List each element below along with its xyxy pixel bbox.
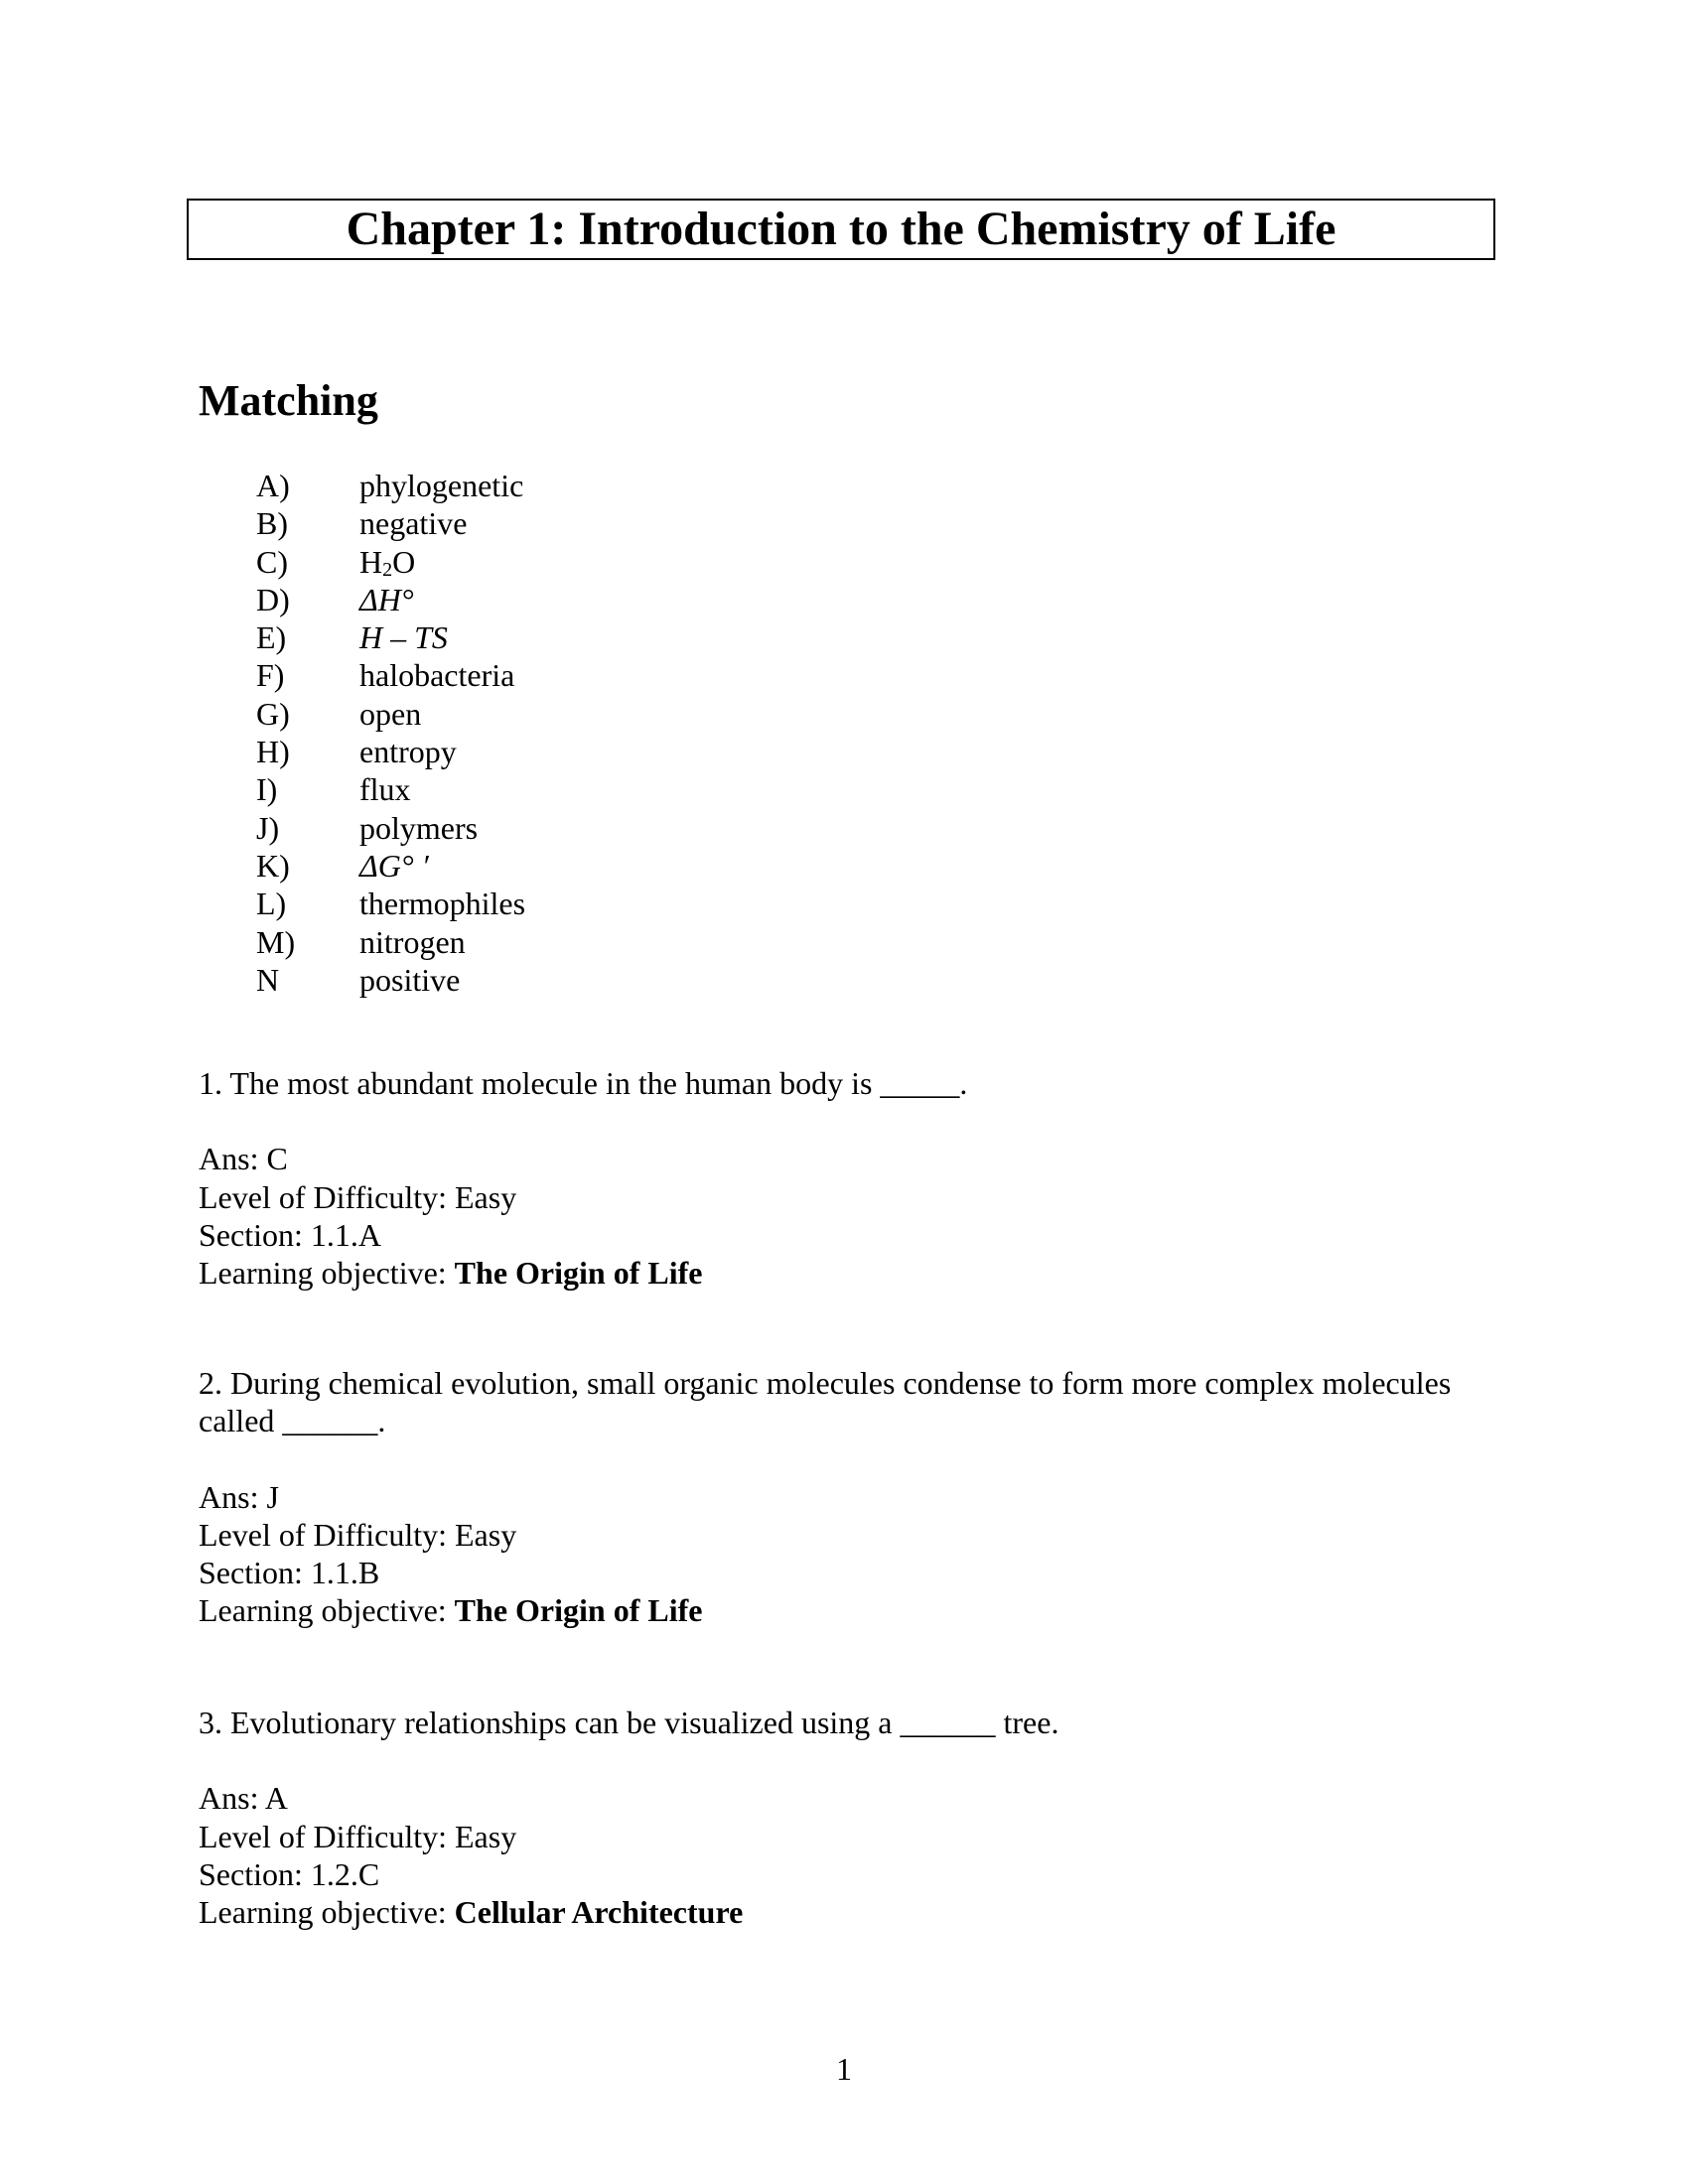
- option-letter: N: [256, 961, 280, 998]
- option-letter: D): [256, 581, 290, 617]
- option-letter: M): [256, 923, 296, 960]
- answer: Ans: A: [199, 1780, 288, 1817]
- option-term: flux: [359, 771, 411, 808]
- option-letter: E): [256, 619, 287, 656]
- option-a: [256, 467, 525, 504]
- option-l: [256, 885, 525, 922]
- option-c: [256, 543, 525, 581]
- page-number: 1: [836, 2051, 852, 2087]
- answer: Ans: C: [199, 1141, 288, 1177]
- objective-value: The Origin of Life: [454, 1592, 703, 1629]
- chapter-title: Chapter 1: Introduction to the Chemistry of Life: [346, 203, 1336, 255]
- option-k: [256, 847, 525, 885]
- difficulty: Level of Difficulty: Easy: [199, 1818, 517, 1854]
- question-2: [199, 1364, 1489, 1630]
- option-h: [256, 733, 525, 770]
- question-3: [199, 1704, 1489, 1931]
- option-letter: I): [256, 771, 278, 808]
- matching-heading: Matching: [199, 376, 378, 425]
- option-d: [256, 581, 525, 618]
- formula-subscript: 2: [382, 558, 393, 581]
- formula-tail: O: [392, 543, 416, 580]
- option-m: [256, 923, 525, 961]
- option-term: H – TS: [359, 619, 448, 656]
- option-letter: K): [256, 847, 290, 884]
- question-1: [199, 1064, 1489, 1292]
- question-stem: 2. During chemical evolution, small organic molecules condense to form more complex molecules called ______.: [199, 1365, 1452, 1439]
- answer: Ans: J: [199, 1478, 279, 1515]
- section-ref: Section: 1.1.B: [199, 1555, 380, 1591]
- formula-main: H: [359, 543, 383, 580]
- section-ref: Section: 1.2.C: [199, 1855, 380, 1892]
- section-ref: Section: 1.1.A: [199, 1216, 381, 1253]
- option-letter: J): [256, 809, 280, 846]
- option-term: nitrogen: [359, 923, 466, 960]
- option-term: entropy: [359, 734, 457, 770]
- chapter-title-box: [187, 199, 1495, 260]
- option-letter: F): [256, 657, 285, 694]
- option-term: phylogenetic: [359, 468, 524, 503]
- option-letter: A): [256, 468, 290, 503]
- learning-objective: [199, 1254, 1489, 1292]
- option-term: ΔG° ′: [359, 847, 429, 884]
- option-letter: G): [256, 695, 290, 732]
- option-term: polymers: [359, 809, 479, 846]
- learning-objective: [199, 1591, 1489, 1629]
- matching-options-list: [256, 467, 525, 999]
- option-term-formula: [359, 543, 415, 581]
- option-i: [256, 770, 525, 808]
- difficulty: Level of Difficulty: Easy: [199, 1178, 517, 1215]
- option-term: thermophiles: [359, 886, 526, 922]
- option-g: [256, 695, 525, 733]
- option-f: [256, 656, 525, 694]
- objective-label: Learning objective:: [199, 1255, 455, 1292]
- difficulty: Level of Difficulty: Easy: [199, 1516, 517, 1553]
- objective-value: Cellular Architecture: [454, 1894, 744, 1931]
- question-stem: 3. Evolutionary relationships can be visualized using a ______ tree.: [199, 1705, 1059, 1740]
- option-term: halobacteria: [359, 657, 515, 694]
- option-letter: C): [256, 543, 288, 580]
- option-letter: H): [256, 734, 290, 770]
- objective-label: Learning objective:: [199, 1592, 455, 1629]
- option-n: [256, 961, 525, 999]
- option-e: [256, 618, 525, 656]
- option-letter: B): [256, 505, 288, 542]
- option-term: open: [359, 695, 422, 732]
- question-stem: 1. The most abundant molecule in the human body is _____.: [199, 1065, 968, 1101]
- option-term: ΔH°: [359, 581, 414, 617]
- option-term: positive: [359, 961, 461, 998]
- option-j: [256, 809, 525, 847]
- objective-label: Learning objective:: [199, 1894, 455, 1931]
- option-term: negative: [359, 505, 468, 542]
- learning-objective: [199, 1893, 1489, 1931]
- option-letter: L): [256, 886, 287, 922]
- option-b: [256, 504, 525, 542]
- objective-value: The Origin of Life: [454, 1255, 703, 1292]
